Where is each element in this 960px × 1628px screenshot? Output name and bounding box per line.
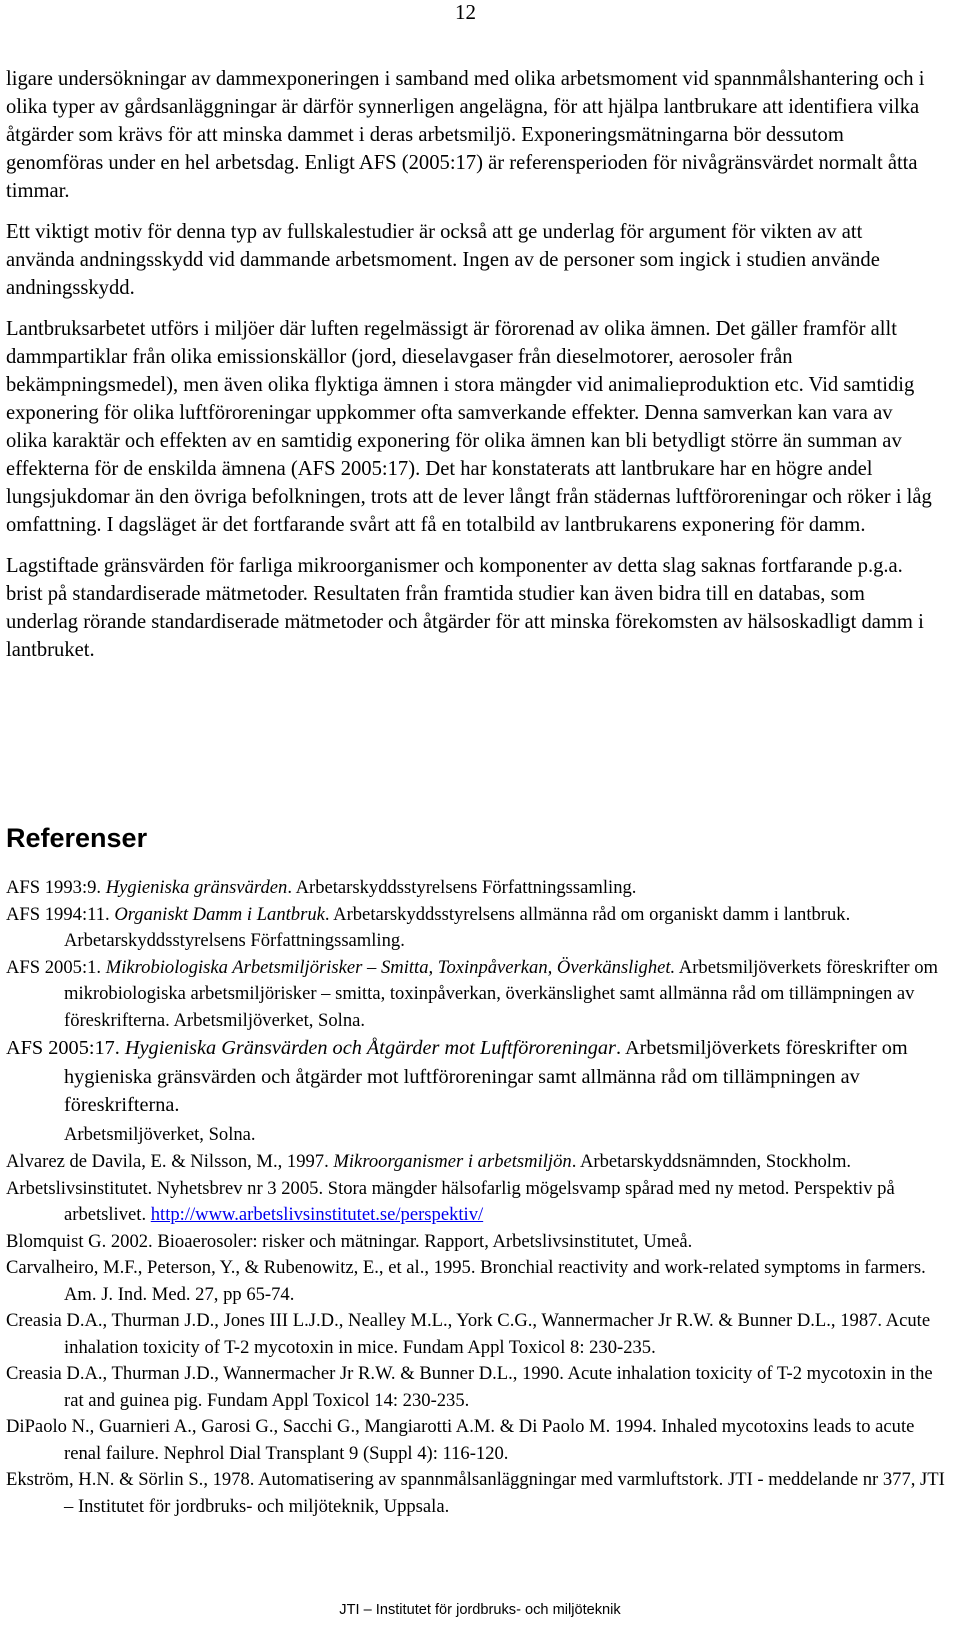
paragraph: ligare undersökningar av dammexponeringen i samband med olika arbetsmoment vid spannmålshantering och i olika typer av gårdsanläggningar är därför synnerligen angelägna, för att hjälpa lantbrukare att identifiera vilka åtgärder som krävs för att minska dammet i deras arbetsmiljö. Exponeringsmätningarna bör dessutom genomföras under en hel arbetsdag. Enligt AFS (2005:17) är referensperioden för nivågränsvärdet normalt åtta timmar. [6, 68, 925, 202]
reference-rest: . Arbetsmiljöverkets föreskrifter om hygieniska gränsvärden och åtgärder mot luftföroreningar samt allmänna råd om tillämpningen av föreskrifterna. [64, 1037, 908, 1116]
reference-lead: Arbetslivsinstitutet. Nyhetsbrev nr 3 2005. Stora mängder hälsofarlig mögelsvamp spårad med ny metod. Perspektiv på arbetslivet. [6, 1177, 895, 1225]
paragraph: Lantbruksarbetet utförs i miljöer där luften regelmässigt är förorenad av olika ämnen. Det gäller framför allt dammpartiklar från olika emissionskällor (jord, dieselavgaser från dieselmotorer, aerosoler från bekämpningsmedel), men även olika flyktiga ämnen i stora mängder vid animalieproduktion etc. Vid samtidig exponering för olika luftföroreningar uppkommer ofta samverkande effekter. Denna samverkan kan vara av olika karaktär och effekten av en samtidig exponering för olika ämnen kan bli betydligt större än summan av effekterna för de enskilda ämnena (AFS 2005:17). Det har konstaterats att lantbrukare har en högre andel lungsjukdomar än den övriga befolkningen, trots att de lever långt från städernas luftföroreningar och röker i låg omfattning. I dagsläget är det fortfarande svårt att få en totalbild av lantbrukarens exponering för damm. [6, 318, 932, 536]
reference-lead: AFS 2005:17. [6, 1037, 125, 1059]
reference-item: Carvalheiro, M.F., Peterson, Y., & Rubenowitz, E., et al., 1995. Bronchial reactivity and work-related symptoms in farmers. Am. J. Ind. Med. 27, pp 65-74. [6, 1257, 926, 1305]
reference-title: Organiskt Damm i Lantbruk [114, 903, 325, 925]
reference-item [6, 1034, 946, 1149]
reference-title: Mikrobiologiska Arbetsmiljörisker – Smitta, Toxinpåverkan, Överkänslighet. [105, 956, 676, 978]
paragraph: Lagstiftade gränsvärden för farliga mikroorganismer och komponenter av detta slag saknas fortfarande p.g.a. brist på standardiserade mätmetoder. Resultaten från framtida studier kan även bidra till en databas, som underlag rörande standardiserade mätmetoder och åtgärder för att minska förekomsten av hälsoskadligt damm i lantbruket. [6, 555, 924, 661]
references-list [6, 875, 946, 1520]
reference-item [6, 1149, 946, 1176]
reference-item [6, 875, 946, 902]
reference-item: Creasia D.A., Thurman J.D., Wannermacher Jr R.W. & Bunner D.L., 1990. Acute inhalation toxicity of T-2 mycotoxin in the rat and guinea pig. Fundam Appl Toxicol 14: 230-235. [6, 1363, 933, 1411]
body-text [6, 65, 936, 677]
reference-extra: Arbetsmiljöverket, Solna. [64, 1123, 256, 1145]
reference-link[interactable]: http://www.arbetslivsinstitutet.se/perspektiv/ [150, 1204, 484, 1225]
reference-lead: AFS 2005:1. [6, 956, 106, 978]
reference-item [6, 902, 946, 955]
reference-item: Blomquist G. 2002. Bioaerosoler: risker och mätningar. Rapport, Arbetslivsinstitutet, Umeå. [6, 1230, 693, 1252]
reference-lead: AFS 1993:9. [6, 877, 106, 898]
reference-lead: Alvarez de Davila, E. & Nilsson, M., 1997. [6, 1151, 334, 1172]
reference-item [6, 955, 946, 1035]
references-heading: Referenser [6, 823, 148, 853]
reference-item: Ekström, H.N. & Sörlin S., 1978. Automatisering av spannmålsanläggningar med varmluftstork. JTI - meddelande nr 377, JTI – Institutet för jordbruks- och miljöteknik, Uppsala. [6, 1469, 945, 1517]
reference-item [6, 1176, 946, 1229]
reference-rest: . Arbetarskyddsstyrelsens Författningssamling. [287, 877, 637, 898]
reference-rest: Arbetsmiljöverkets föreskrifter om mikrobiologiska arbetsmiljörisker – smitta, toxinpåverkan, överkänslighet samt allmänna råd om tillämpningen av föreskrifterna. Arbetsmiljöverket, Solna. [64, 956, 939, 1031]
paragraph: Ett viktigt motiv för denna typ av fullskalestudier är också att ge underlag för argument för vikten av att använda andningsskydd vid dammande arbetsmoment. Ingen av de personer som ingick i studien använde andningsskydd. [6, 221, 880, 299]
reference-rest: . Arbetarskyddsstyrelsens allmänna råd om organiskt damm i lantbruk. Arbetarskyddsstyrelsens Författningssamling. [64, 903, 851, 951]
reference-item: Creasia D.A., Thurman J.D., Jones III L.J.D., Nealley M.L., York C.G., Wannermacher Jr R.W. & Bunner D.L., 1987. Acute inhalation toxicity of T-2 mycotoxin in mice. Fundam Appl Toxicol 8: 230-235. [6, 1310, 931, 1358]
page-footer: JTI – Institutet för jordbruks- och miljöteknik [339, 1602, 621, 1618]
reference-lead: AFS 1994:11. [6, 903, 115, 925]
reference-rest: . Arbetarskyddsnämnden, Stockholm. [571, 1151, 852, 1172]
reference-title: Hygieniska Gränsvärden och Åtgärder mot Luftföroreningar [124, 1037, 616, 1059]
page-number: 12 [455, 0, 476, 24]
reference-title: Hygieniska gränsvärden [105, 877, 288, 898]
reference-title: Mikroorganismer i arbetsmiljön [333, 1151, 572, 1172]
reference-item: DiPaolo N., Guarnieri A., Garosi G., Sacchi G., Mangiarotti A.M. & Di Paolo M. 1994. Inhaled mycotoxins leads to acute renal failure. Nephrol Dial Transplant 9 (Suppl 4): 116-120. [6, 1416, 915, 1464]
